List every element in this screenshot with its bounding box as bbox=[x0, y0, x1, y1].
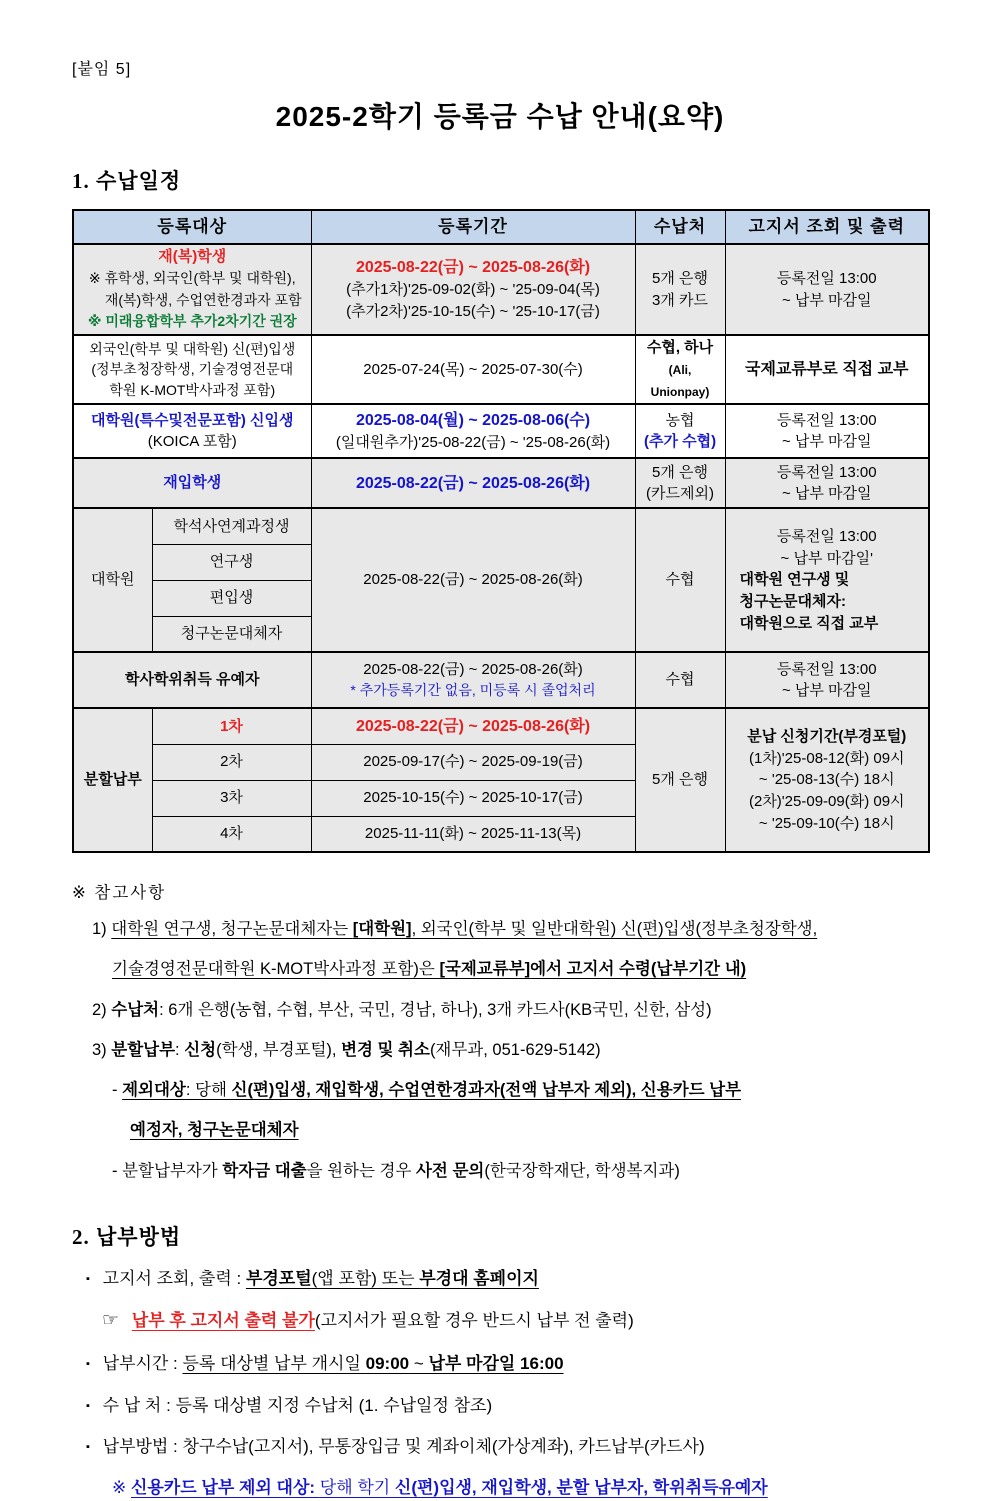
cell-r3-period bbox=[311, 404, 635, 458]
r7-group-label: 분할납부 bbox=[83, 771, 142, 789]
note-2-number: 2) bbox=[92, 1000, 107, 1019]
b1-bold2: 부경대 홈페이지 bbox=[419, 1268, 539, 1288]
cell-r7-payee bbox=[635, 708, 725, 852]
r1-period-add2: (추가2차)'25-10-15(수) ~ '25-10-17(금) bbox=[346, 303, 600, 321]
note-3-number: 3) bbox=[92, 1040, 107, 1059]
note-3-sub1-dash: - bbox=[112, 1081, 118, 1100]
r6-period: 2025-08-22(금) ~ 2025-08-26(화) bbox=[363, 660, 583, 678]
cell-r7-period0 bbox=[311, 708, 635, 744]
note-1-line-2 bbox=[112, 956, 928, 983]
b2-red-text: 납부 후 고지서 출력 불가 bbox=[131, 1310, 315, 1330]
b5-text: 납부방법 : 창구수납(고지서), 무통장입금 및 계좌이체(가상계좌), 카드납부(카드사) bbox=[102, 1436, 705, 1456]
r1-pay1: 5개 은행 bbox=[652, 269, 708, 287]
r2-bill: 국제교류부로 직접 교부 bbox=[745, 361, 909, 379]
r1-target-note1: ※ 휴학생, 외국인(학부 및 대학원), bbox=[88, 269, 296, 286]
r3-title: 대학원(특수및전문포함) 신입생 bbox=[90, 411, 294, 429]
row-foreign-students bbox=[73, 335, 929, 404]
b1-norm2: 또는 bbox=[376, 1268, 420, 1288]
note-3-label: 분할납부 bbox=[111, 1040, 176, 1059]
r5-sub0-label: 학석사연계과정생 bbox=[173, 517, 290, 535]
note-1-seg3: , 외국인(학부 및 일반대학원) 신(편)입생(정부초청장학생, bbox=[411, 920, 818, 939]
r6-period-note: * 추가등록기간 없음, 미등록 시 졸업처리 bbox=[350, 682, 596, 699]
cell-r5-group bbox=[73, 508, 152, 652]
r5-sub3-label: 청구논문대체자 bbox=[180, 625, 283, 643]
b4-text: 수 납 처 : 등록 대상별 지정 수납처 (1. 수납일정 참조) bbox=[102, 1395, 493, 1415]
r3-bill1: 등록전일 13:00 bbox=[776, 411, 877, 429]
r2-title1: 외국인(학부 및 대학원) 신(편)입생 bbox=[89, 341, 296, 358]
note-3-seg2: (학생, 부경포털), bbox=[216, 1040, 342, 1059]
r4-pay2: (카드제외) bbox=[646, 485, 714, 503]
r5-sub2-label: 편입생 bbox=[209, 589, 254, 607]
note-1-line-1 bbox=[92, 916, 928, 943]
payment-line-methods bbox=[86, 1433, 928, 1460]
payment-section bbox=[72, 1221, 928, 1501]
r5-bill4: 청구논문대체자: bbox=[739, 593, 846, 611]
row-readmitted-students bbox=[73, 458, 929, 508]
cell-r7-sub2 bbox=[152, 780, 311, 816]
b1-label: 고지서 조회, 출력 : bbox=[102, 1268, 246, 1288]
bullet-square-icon: ▪ bbox=[86, 1358, 90, 1371]
r1-bill1: 등록전일 13:00 bbox=[776, 269, 877, 287]
note-3-sub2-dash: - bbox=[112, 1161, 118, 1180]
col-header-target: 등록대상 bbox=[73, 210, 311, 244]
cell-r2-bill bbox=[725, 335, 929, 404]
note-3-colon: : bbox=[175, 1040, 185, 1059]
r6-pay: 수협 bbox=[665, 671, 695, 689]
cell-r4-payee bbox=[635, 458, 725, 508]
cell-r1-bill bbox=[725, 244, 929, 335]
note-3-sub2-seg5: (한국장학재단, 학생복지과) bbox=[484, 1161, 680, 1180]
cell-r5-sub1 bbox=[152, 544, 311, 580]
attachment-label: [붙임 5] bbox=[72, 61, 132, 78]
r7-sub2-label: 3차 bbox=[220, 789, 243, 807]
note-3-sub2-seg1: 분할납부자가 bbox=[122, 1161, 223, 1180]
r5-period: 2025-08-22(금) ~ 2025-08-26(화) bbox=[363, 571, 583, 589]
r6-title: 학사학위취득 유예자 bbox=[124, 671, 260, 689]
r5-bill5: 대학원으로 직접 교부 bbox=[739, 614, 879, 632]
r1-target-title: 재(복)학생 bbox=[158, 248, 227, 265]
cell-r7-period2 bbox=[311, 780, 635, 816]
b3-seg2: 09:00 bbox=[365, 1354, 410, 1374]
r5-bill3: 대학원 연구생 및 bbox=[739, 571, 850, 589]
b6-bold2: 신(편)입생, 재입학생, 분할 납부자, 학위취득유예자 bbox=[394, 1477, 768, 1497]
cell-r4-period bbox=[311, 458, 635, 508]
r7-bill-title: 분납 신청기간(부경포털) bbox=[747, 727, 907, 745]
r7-period1: 2025-09-17(수) ~ 2025-09-19(금) bbox=[363, 753, 583, 771]
b6-norm: 당해 학기 bbox=[319, 1477, 395, 1497]
r4-pay1: 5개 은행 bbox=[652, 463, 708, 481]
cell-r7-sub0 bbox=[152, 708, 311, 744]
cell-r1-payee bbox=[635, 244, 725, 335]
b1-norm1: (앱 포함) bbox=[311, 1268, 377, 1288]
note-1-seg1: 대학원 연구생, 청구논문대체자는 bbox=[111, 920, 353, 939]
b6-bold1: 신용카드 납부 제외 대상 bbox=[130, 1477, 310, 1497]
r1-target-note3: ※ 미래융합학부 추가2차기간 권장 bbox=[87, 313, 297, 330]
cell-r2-target bbox=[73, 335, 311, 404]
cell-r6-payee bbox=[635, 652, 725, 708]
cell-r6-target bbox=[73, 652, 311, 708]
cell-r7-bill bbox=[725, 708, 929, 852]
cell-r4-target bbox=[73, 458, 311, 508]
cell-r3-bill bbox=[725, 404, 929, 458]
r6-bill1: 등록전일 13:00 bbox=[776, 660, 877, 678]
payment-line-warning bbox=[102, 1306, 928, 1336]
cell-r7-sub1 bbox=[152, 744, 311, 780]
cell-r7-sub3 bbox=[152, 816, 311, 852]
payment-line-card-exclusion bbox=[112, 1474, 928, 1501]
note-3-seg1: 신청 bbox=[184, 1040, 217, 1059]
r7-period3: 2025-11-11(화) ~ 2025-11-13(목) bbox=[364, 825, 582, 843]
note-3-sub2-seg3: 을 원하는 경우 bbox=[306, 1161, 416, 1180]
r4-bill1: 등록전일 13:00 bbox=[776, 463, 877, 481]
r4-bill2: ~ 납부 마감일 bbox=[781, 485, 872, 503]
r5-pay: 수협 bbox=[665, 571, 695, 589]
r3-pay2: (추가 수협) bbox=[643, 433, 717, 451]
cell-r7-group bbox=[73, 708, 152, 852]
r2-pay1: 수협, 하나 bbox=[646, 339, 714, 356]
col-header-bill: 고지서 조회 및 출력 bbox=[725, 210, 929, 244]
r2-pay2: (Ali, Unionpay) bbox=[650, 362, 710, 399]
notes-heading: ※ 참고사항 bbox=[72, 884, 167, 903]
note-3-line bbox=[92, 1037, 928, 1064]
r5-sub1-label: 연구생 bbox=[209, 553, 254, 571]
b1-bold1: 부경포털 bbox=[245, 1268, 312, 1288]
col-header-period: 등록기간 bbox=[311, 210, 635, 244]
r5-bill1: 등록전일 13:00 bbox=[776, 527, 877, 545]
r7-bill1: (1차)'25-08-12(화) 09시 bbox=[748, 749, 905, 767]
r1-period-main: 2025-08-22(금) ~ 2025-08-26(화) bbox=[355, 259, 591, 277]
r7-bill2: ~ '25-08-13(수) 18시 bbox=[758, 771, 895, 789]
cell-r5-sub2 bbox=[152, 580, 311, 616]
r3-pay1: 농협 bbox=[665, 411, 695, 429]
cell-r2-period bbox=[311, 335, 635, 404]
cell-r7-period1 bbox=[311, 744, 635, 780]
b3-seg3: ~ bbox=[409, 1354, 429, 1374]
note-1-seg5: [국제교류부] bbox=[439, 960, 531, 979]
row-grad-freshmen bbox=[73, 404, 929, 458]
r5-bill2: ~ 납부 마감일' bbox=[780, 549, 873, 567]
r5-group-label: 대학원 bbox=[91, 571, 135, 589]
b3-label: 납부시간 : bbox=[102, 1354, 183, 1374]
note-3-sub1-label: 제외대상 bbox=[122, 1081, 186, 1100]
r3-sub: (KOICA 포함) bbox=[147, 433, 237, 451]
cell-r6-period bbox=[311, 652, 635, 708]
b6-colon: : bbox=[309, 1477, 320, 1497]
r1-target-note2: 재(복)학생, 수업연한경과자 포함 bbox=[104, 291, 302, 308]
cell-r1-period bbox=[311, 244, 635, 335]
note-1-seg4: 기술경영전문대학원 K-MOT박사과정 포함)은 bbox=[112, 960, 440, 979]
r7-sub1-label: 2차 bbox=[220, 753, 243, 771]
b6-mark: ※ bbox=[112, 1477, 127, 1497]
cell-r5-payee bbox=[635, 508, 725, 652]
section-2-heading: 2. 납부방법 bbox=[72, 1224, 182, 1249]
bullet-square-icon: ▪ bbox=[86, 1440, 90, 1453]
note-1-seg2: [대학원] bbox=[352, 920, 412, 939]
note-3-sub1-seg1: : 당해 bbox=[185, 1081, 232, 1100]
r4-title: 재입학생 bbox=[163, 474, 222, 492]
r7-period0: 2025-08-22(금) ~ 2025-08-26(화) bbox=[355, 717, 591, 735]
r3-period-add: (일대원추가)'25-08-22(금) ~ '25-08-26(화) bbox=[335, 433, 611, 451]
r1-pay2: 3개 카드 bbox=[652, 291, 708, 309]
section-1-heading: 1. 수납일정 bbox=[72, 169, 182, 193]
note-3-sub1-line-2 bbox=[130, 1117, 928, 1144]
notes-section bbox=[72, 879, 928, 1185]
r3-period-main: 2025-08-04(월) ~ 2025-08-06(수) bbox=[355, 411, 591, 429]
cell-r3-target bbox=[73, 404, 311, 458]
r7-bill4: ~ '25-09-10(수) 18시 bbox=[758, 814, 895, 832]
bullet-square-icon: ▪ bbox=[86, 1399, 90, 1412]
b3-seg1: 등록 대상별 납부 개시일 bbox=[182, 1354, 366, 1374]
payment-line-bill bbox=[86, 1265, 928, 1292]
schedule-table bbox=[72, 209, 930, 853]
page-title: 2025-2학기 등록금 수납 안내(요약) bbox=[275, 101, 725, 132]
row-reenrolled-students bbox=[73, 244, 929, 335]
r2-title3: 학원 K-MOT박사과정 포함) bbox=[109, 381, 276, 398]
r7-period2: 2025-10-15(수) ~ 2025-10-17(금) bbox=[363, 789, 583, 807]
r7-sub3-label: 4차 bbox=[220, 825, 243, 843]
note-3-seg3: 변경 및 취소 bbox=[341, 1040, 430, 1059]
note-3-sub1-line-1 bbox=[112, 1077, 928, 1104]
cell-r1-target bbox=[73, 244, 311, 335]
r1-bill2: ~ 납부 마감일 bbox=[781, 291, 872, 309]
cell-r5-period bbox=[311, 508, 635, 652]
row-installment-1 bbox=[73, 708, 929, 744]
note-3-sub1-seg3: 예정자, 청구논문대체자 bbox=[130, 1121, 299, 1140]
cell-r5-sub0 bbox=[152, 508, 311, 544]
cell-r5-bill bbox=[725, 508, 929, 652]
r6-bill2: ~ 납부 마감일 bbox=[781, 682, 872, 700]
r1-period-add1: (추가1차)'25-09-02(화) ~ '25-09-04(목) bbox=[346, 281, 600, 299]
table-header-row bbox=[73, 210, 929, 244]
r2-title2: (정부초청장학생, 기술경영전문대 bbox=[91, 361, 294, 378]
note-2-text: : 6개 은행(농협, 수협, 부산, 국민, 경남, 하나), 3개 카드사(KB국민, 신한, 삼성) bbox=[159, 1000, 712, 1019]
cell-r7-period3 bbox=[311, 816, 635, 852]
payment-line-payee bbox=[86, 1392, 928, 1419]
cell-r6-bill bbox=[725, 652, 929, 708]
note-1-number: 1) bbox=[92, 920, 107, 939]
note-1-seg6: 에서 고지서 수령(납부기간 내) bbox=[530, 960, 747, 979]
r3-bill2: ~ 납부 마감일 bbox=[781, 433, 872, 451]
r4-period: 2025-08-22(금) ~ 2025-08-26(화) bbox=[355, 474, 591, 492]
bullet-square-icon: ▪ bbox=[86, 1272, 90, 1285]
note-3-sub2-seg2: 학자금 대출 bbox=[222, 1161, 307, 1180]
r2-period: 2025-07-24(목) ~ 2025-07-30(수) bbox=[363, 360, 583, 378]
cell-r2-payee bbox=[635, 335, 725, 404]
note-2-line bbox=[92, 997, 928, 1024]
r7-pay: 5개 은행 bbox=[652, 771, 708, 789]
b2-rest-text: (고지서가 필요할 경우 반드시 납부 전 출력) bbox=[314, 1310, 634, 1330]
note-3-sub2-line bbox=[112, 1158, 928, 1185]
cell-r5-sub3 bbox=[152, 616, 311, 652]
pointing-hand-icon: ☞ bbox=[102, 1309, 120, 1331]
row-degree-deferment bbox=[73, 652, 929, 708]
row-grad-group-1 bbox=[73, 508, 929, 544]
note-3-seg4: (재무과, 051-629-5142) bbox=[429, 1040, 601, 1059]
cell-r3-payee bbox=[635, 404, 725, 458]
col-header-payee: 수납처 bbox=[635, 210, 725, 244]
note-3-sub1-seg2: 신(편)입생, 재입학생, 수업연한경과자(전액 납부자 제외), 신용카드 납부 bbox=[231, 1081, 742, 1100]
b3-seg4: 납부 마감일 16:00 bbox=[428, 1354, 564, 1374]
r7-bill3: (2차)'25-09-09(화) 09시 bbox=[748, 793, 905, 811]
payment-line-hours bbox=[86, 1350, 928, 1377]
cell-r4-bill bbox=[725, 458, 929, 508]
note-3-sub2-seg4: 사전 문의 bbox=[415, 1161, 485, 1180]
r7-sub0-label: 1차 bbox=[220, 717, 243, 735]
note-2-label: 수납처 bbox=[111, 1000, 160, 1019]
